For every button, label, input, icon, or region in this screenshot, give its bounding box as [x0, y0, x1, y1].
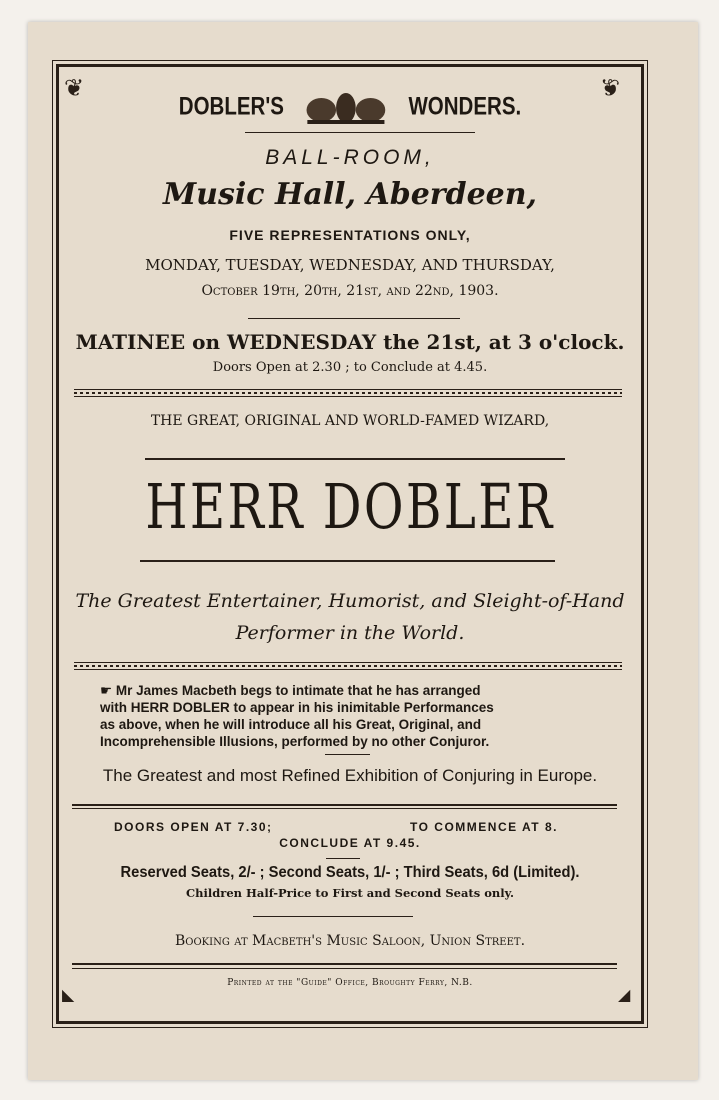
pointing-hand-icon: ☛	[100, 683, 113, 698]
printer-credit: Printed at the "Guide" Office, Broughty Ferry, N.B.	[227, 978, 473, 988]
booking-info: Booking at Macbeth's Music Saloon, Union Street.	[174, 933, 526, 949]
notice-line: Incomprehensible Illusions, performed by no other Conjuror.	[100, 734, 490, 749]
divider	[72, 808, 617, 809]
representations: FIVE REPRESENTATIONS ONLY,	[229, 227, 471, 243]
dotted-divider	[74, 389, 622, 397]
doors-open: DOORS OPEN AT 7.30;	[114, 820, 273, 834]
performer-name: HERR DOBLER	[145, 470, 555, 543]
divider	[145, 458, 565, 460]
divider	[325, 754, 370, 755]
matinee-title: MATINEE on WEDNESDAY the 21st, at 3 o'clock.	[75, 330, 625, 354]
divider	[72, 963, 617, 965]
notice-line: Mr James Macbeth begs to intimate that he has arranged	[115, 683, 481, 698]
corner-ornament-icon: ❦	[64, 74, 85, 102]
corner-ornament-icon: ◣	[62, 985, 75, 1004]
conclude-time: CONCLUDE AT 9.45.	[279, 836, 421, 850]
performance-days: MONDAY, TUESDAY, WEDNESDAY, AND THURSDAY,	[145, 256, 555, 274]
notice-line: with HERR DOBLER to appear in his inimitable Performances	[100, 700, 494, 715]
notice	[100, 682, 620, 750]
header-right: WONDERS.	[408, 92, 522, 121]
performer-tagline: The Greatest Entertainer, Humorist, and Sleight-of-Hand	[75, 590, 625, 612]
seat-prices: Reserved Seats, 2/- ; Second Seats, 1/- ; Third Seats, 6d (Limited).	[120, 864, 580, 881]
venue-room: BALL-ROOM,	[265, 146, 435, 169]
header-left: DOBLER'S	[178, 92, 284, 121]
children-prices: Children Half-Price to First and Second Seats only.	[186, 886, 514, 900]
matinee-times: Doors Open at 2.30 ; to Conclude at 4.45.	[212, 360, 488, 375]
divider	[140, 560, 555, 562]
divider	[245, 132, 475, 133]
venue-hall: Music Hall, Aberdeen,	[162, 177, 538, 212]
divider	[326, 858, 360, 859]
divider	[72, 804, 617, 806]
royal-crest-icon	[301, 90, 391, 126]
wizard-intro: THE GREAT, ORIGINAL AND WORLD-FAMED WIZARD,	[150, 413, 550, 429]
performance-dates: October 19th, 20th, 21st, and 22nd, 1903.	[201, 283, 499, 299]
dotted-divider	[74, 662, 622, 670]
notice-line: as above, when he will introduce all his Great, Original, and	[100, 717, 482, 732]
performer-tagline: Performer in the World.	[235, 622, 465, 644]
header	[109, 90, 591, 126]
commence-time: TO COMMENCE AT 8.	[410, 820, 558, 834]
divider	[248, 318, 460, 319]
slogan: The Greatest and most Refined Exhibition of Conjuring in Europe.	[102, 766, 598, 785]
corner-ornament-icon: ◢	[618, 985, 631, 1004]
divider	[253, 916, 413, 917]
divider	[72, 968, 617, 969]
corner-ornament-icon: ❦	[600, 74, 621, 102]
